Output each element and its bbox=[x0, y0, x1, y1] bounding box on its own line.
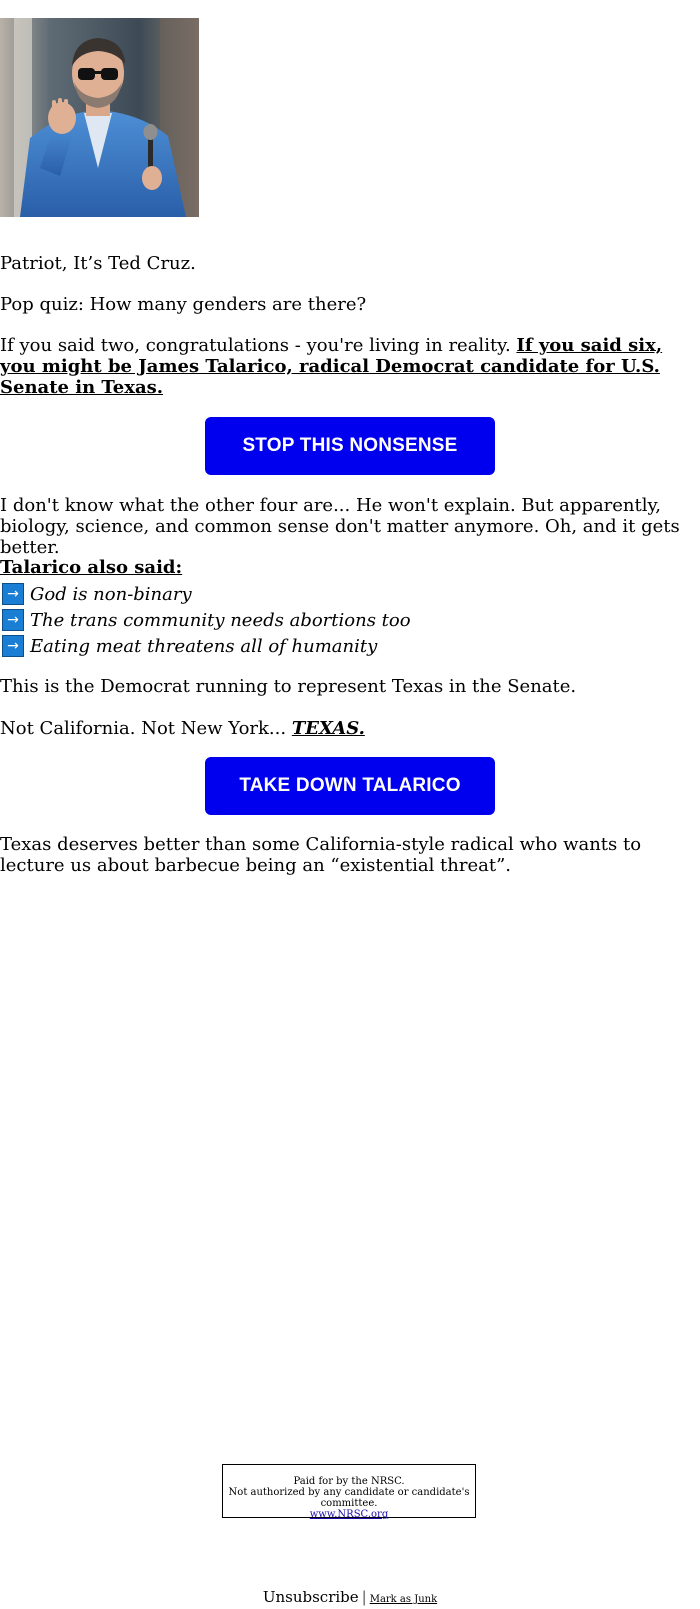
list-item bbox=[0, 607, 411, 633]
talarico-said-heading: Talarico also said: bbox=[0, 557, 183, 578]
closing-paragraph: Texas deserves better than some California-style radical who wants to lecture us about barbecue being an “existential threat”. bbox=[0, 834, 642, 876]
talarico-emphasis-text: If you said six, you might be James Talarico, radical Democrat candidate for U.S. Senate in Texas. bbox=[0, 335, 663, 398]
arrow-right-icon: → bbox=[2, 609, 24, 631]
portrait-image bbox=[0, 18, 199, 217]
paid-for-disclaimer bbox=[222, 1464, 476, 1518]
represent-paragraph: This is the Democrat running to represent Texas in the Senate. bbox=[0, 676, 577, 697]
quote-text: The trans community needs abortions too bbox=[30, 609, 411, 631]
unsubscribe-link[interactable]: Unsubscribe bbox=[262, 1588, 359, 1606]
arrow-right-icon: → bbox=[2, 635, 24, 657]
not-plain-text: Not California. Not New York... bbox=[0, 718, 292, 739]
take-down-talarico-button[interactable]: TAKE DOWN TALARICO bbox=[205, 757, 495, 815]
quote-text: God is non-binary bbox=[30, 583, 192, 605]
reality-plain-text: If you said two, congratulations - you're living in reality. bbox=[0, 335, 517, 356]
disclaimer-line-1: Paid for by the NRSC. bbox=[293, 1476, 405, 1487]
nrsc-link[interactable]: www.NRSC.org bbox=[309, 1509, 389, 1520]
greeting-text: Patriot, It’s Ted Cruz. bbox=[0, 253, 196, 274]
not-california-paragraph bbox=[0, 718, 700, 739]
arrow-right-icon: → bbox=[2, 583, 24, 605]
reality-paragraph bbox=[0, 335, 700, 398]
quote-list bbox=[0, 581, 411, 659]
quote-text: Eating meat threatens all of humanity bbox=[30, 635, 378, 657]
texas-emphasis-text: TEXAS. bbox=[291, 718, 365, 739]
explain-paragraph: I don't know what the other four are... He won't explain. But apparently, biology, science, and common sense don't matter anymore. Oh, and it gets better. bbox=[0, 495, 680, 558]
footer-links bbox=[0, 1588, 700, 1609]
disclaimer-line-2: Not authorized by any candidate or candidate's committee. bbox=[228, 1487, 470, 1509]
footer-separator: | bbox=[361, 1588, 367, 1606]
quiz-text: Pop quiz: How many genders are there? bbox=[0, 294, 367, 315]
list-item bbox=[0, 633, 411, 659]
list-item bbox=[0, 581, 411, 607]
stop-this-nonsense-button[interactable]: STOP THIS NONSENSE bbox=[205, 417, 495, 475]
header-photo bbox=[0, 18, 199, 217]
mark-as-junk-link[interactable]: Mark as Junk bbox=[369, 1594, 438, 1605]
